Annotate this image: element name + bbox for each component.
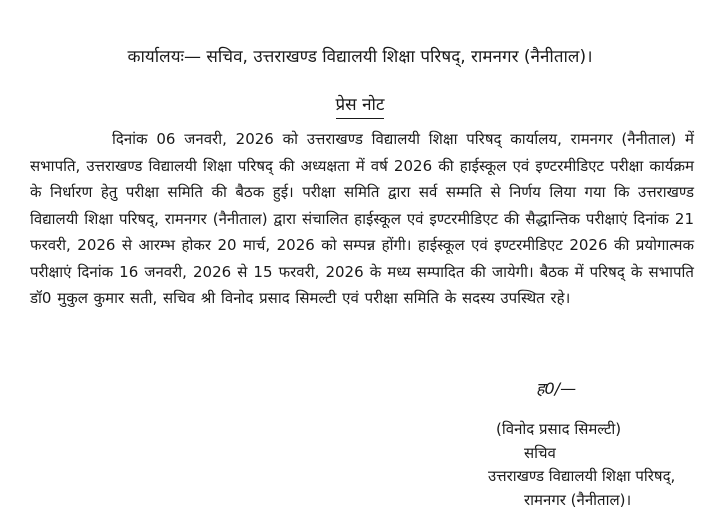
signatory-name: (विनोद प्रसाद सिमल्टी) [496,420,622,438]
office-header: कार्यालयः— सचिव, उत्तराखण्ड विद्यालयी शिक्षा परिषद्, रामनगर (नैनीताल)। [127,47,593,67]
press-note-title [0,92,720,119]
signature-mark: ह0/— [536,379,577,398]
signatory-place: रामनगर (नैनीताल)। [524,490,632,509]
signatory-designation: सचिव [524,443,556,462]
press-note-body: दिनांक 06 जनवरी, 2026 को उत्तराखण्ड विद्यालयी शिक्षा परिषद् कार्यालय, रामनगर (नैनीताल) में सभापति, उत्तराखण्ड विद्यालयी शिक्षा परिषद् की अध्यक्षता में वर्ष 2026 की हाईस्कूल एवं इण्टरमीडिएट परीक्षा कार्यक्रम के निर्धारण हेतु परीक्षा समिति की बैठक हुई। परीक्षा समिति द्वारा सर्व सम्मति से निर्णय लिया गया कि उत्तराखण्ड विद्यालयी शिक्षा परिषद्, रामनगर (नैनीताल) द्वारा संचालित हाईस्कूल एवं इण्टरमीडिएट की सैद्धान्तिक परीक्षाएं दिनांक 21 फरवरी, 2026 से आरम्भ होकर 20 मार्च, 2026 को सम्पन्न होंगी। हाईस्कूल एवं इण्टरमीडिएट 2026 की प्रयोगात्मक परीक्षाएं दिनांक 16 जनवरी, 2026 से 15 फरवरी, 2026 के मध्य सम्पादित की जायेगी। बैठक में परिषद् के सभापति डॉ0 मुकुल कुमार सती, सचिव श्री विनोद प्रसाद सिमल्टी एवं परीक्षा समिति के सदस्य उपस्थित रहे। [30,130,694,307]
press-note-title-text: प्रेस नोट [336,92,385,119]
signatory-block [488,418,708,512]
signatory-organization: उत्तराखण्ड विद्यालयी शिक्षा परिषद्, [488,467,676,485]
